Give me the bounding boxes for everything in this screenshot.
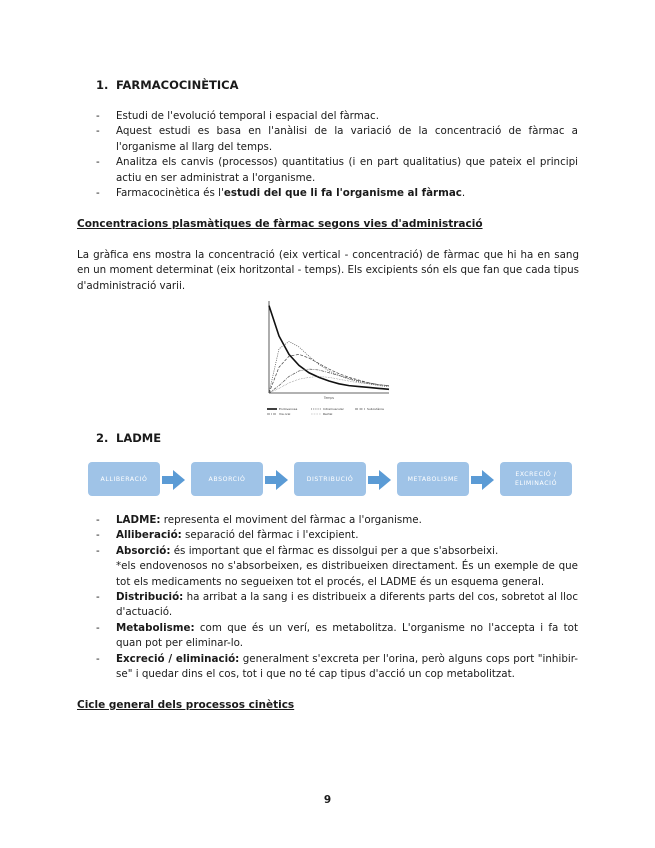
- list-item: - Metabolisme: com que és un verí, es metabolitza. L'organisme no l'accepta i fa tot quan pot per eliminar-lo.: [96, 621, 578, 650]
- series-line-4: [269, 376, 389, 393]
- section-1-heading: [96, 78, 239, 92]
- section-2-bullets: [96, 513, 578, 682]
- concentrations-paragraph: La gràfica ens mostra la concentració (eix vertical - concentració) de fàrmac que hi ha en sang en un moment determinat (eix horitzontal - temps). Els excipients són els que fan que cada tipus d'administració varii.: [77, 249, 579, 292]
- section-1-number: 1.: [96, 78, 109, 92]
- section-2-heading: [96, 431, 161, 445]
- flow-box-distribucio: DISTRIBUCIÓ: [294, 462, 366, 496]
- list-item: - Absorció: és important que el fàrmac es dissolgui per a que s'absorbeixi. *els endovenosos no s'absorbeixen, es distribueixen directament. És un exemple de que tot els medicaments no segueixen tot el procés, el LADME és un esquema general.: [96, 544, 578, 588]
- section-2-title: LADME: [116, 431, 162, 445]
- legend-label: Via oral: [279, 412, 291, 416]
- legend-label: Rectal: [323, 412, 333, 416]
- section-2-number: 2.: [96, 431, 109, 445]
- series-line-0: [269, 306, 389, 390]
- list-item: - Farmacocinètica és l'estudi del que li fa l'organisme al fàrmac.: [96, 187, 466, 200]
- legend-label: Endovenosa: [279, 407, 298, 411]
- concentrations-heading: Concentracions plasmàtiques de fàrmac segons vies d'administració: [77, 218, 483, 230]
- ladme-flow-diagram: [88, 462, 570, 496]
- cycle-heading: Cicle general dels processos cinètics: [77, 699, 295, 711]
- list-item: - Excreció / eliminació: generalment s'excreta per l'orina, però alguns cops port "inhibir-se" i quedar dins el cos, tot i que no té cap tipus d'acció un cop metabolitzat.: [96, 652, 579, 681]
- flow-box-metabolisme: METABOLISME: [397, 462, 469, 496]
- list-item: - Distribució: ha arribat a la sang i es distribueix a diferents parts del cos, sobretot al lloc d'actuació.: [96, 591, 578, 619]
- legend-label: Subcutània: [367, 407, 384, 411]
- flow-box-absorcio: ABSORCIÓ: [191, 462, 263, 496]
- flow-box-excrecio: EXCRECIÓ / ELIMINACIÓ: [500, 462, 572, 496]
- list-item: - Estudi de l'evolució temporal i espacial del fàrmac.: [96, 110, 379, 122]
- list-item: - Aquest estudi es basa en l'anàlisi de la variació de la concentració de fàrmac a l'organisme al llarg del temps.: [96, 125, 578, 153]
- list-item: - LADME: representa el moviment del fàrmac a l'organisme.: [96, 514, 422, 526]
- concentration-chart: [257, 297, 397, 419]
- list-item: - Alliberació: separació del fàrmac i l'excipient.: [96, 529, 359, 542]
- section-1-bullets: [96, 109, 578, 201]
- flow-box-alliberacio: ALLIBERACIÓ: [88, 462, 160, 496]
- legend-label: Intramuscular: [323, 407, 344, 411]
- page-number: 9: [323, 794, 332, 806]
- section-1-title: FARMACOCINÈTICA: [116, 78, 239, 92]
- x-axis-label: Temps: [323, 396, 335, 400]
- list-item: - Analitza els canvis (processos) quantitatius (i en part qualitatius) que pateix el principi actiu en ser administrat a l'organisme.: [96, 156, 578, 184]
